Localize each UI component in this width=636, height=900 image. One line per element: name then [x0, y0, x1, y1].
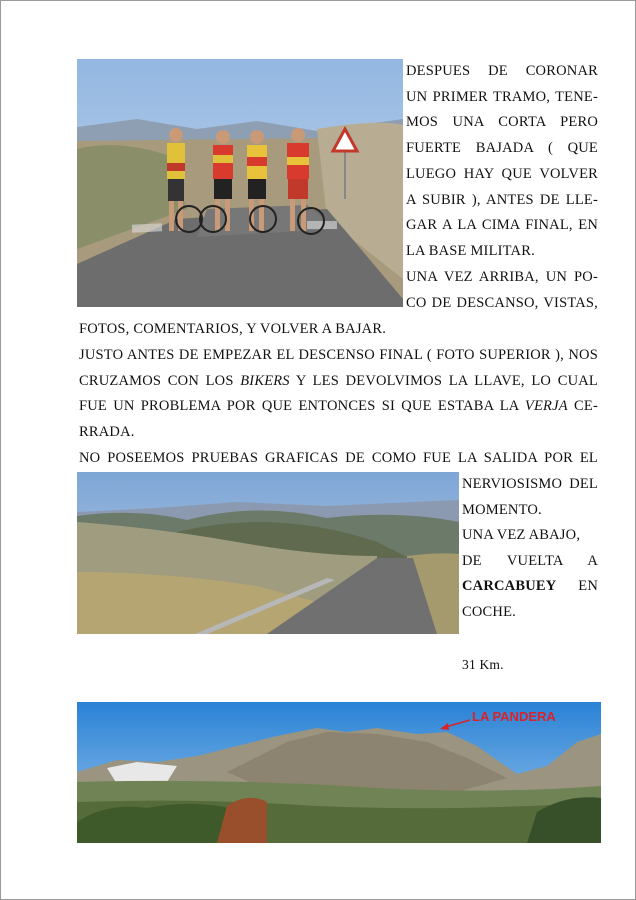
text-line: COCHE. [462, 604, 516, 621]
emphasis-verja: VERJA [524, 398, 568, 415]
paragraph-intro [406, 59, 598, 265]
distance-text: 31 Km. [462, 657, 504, 672]
panorama-label: LA PANDERA [472, 709, 556, 724]
text-line: DE VUELTA A [462, 552, 598, 569]
text-line: JUSTO ANTES DE EMPEZAR EL DESCENSO FINAL ( FOTO SUPERIOR ), NOS [79, 347, 598, 363]
text-span: CE- [567, 398, 598, 415]
paragraph-return [462, 523, 598, 627]
text-span: EN [578, 578, 598, 595]
text-line [79, 369, 598, 395]
text-span: CRUZAMOS CON LOS [79, 372, 241, 389]
paragraph-summit [406, 265, 598, 317]
text-line: MOMENTO. [462, 501, 542, 518]
panorama-photo [77, 702, 601, 843]
text-line: FUERTE BAJADA ( QUE [406, 140, 598, 157]
text-line: GAR A LA CIMA FINAL, EN [406, 217, 598, 234]
text-span: Y LES DEVOLVIMOS LA LLAVE, LO CUAL [289, 372, 598, 389]
text-line: A SUBIR ), ANTES DE LLE- [406, 191, 598, 208]
text-line: UNA VEZ ARRIBA, UN PO- [406, 269, 598, 285]
text-line: UN PRIMER TRAMO, TENE- [406, 88, 598, 105]
text-line: NERVIOSISMO DEL [462, 476, 598, 492]
text-line: UNA VEZ ABAJO, [462, 527, 581, 543]
text-line: NO POSEEMOS PRUEBAS GRAFICAS DE COMO FUE LA SALIDA POR EL [79, 450, 598, 466]
text-line [79, 394, 598, 420]
descent-road-photo [77, 472, 459, 634]
paragraph-no-photos-cont [462, 472, 598, 524]
text-line: LUEGO HAY QUE VOLVER [406, 165, 598, 182]
emphasis-bikers: BIKERS [240, 372, 290, 389]
paragraph-no-photos [79, 446, 598, 472]
text-line: FOTOS, COMENTARIOS, Y VOLVER A BAJAR. [79, 321, 387, 337]
text-line [462, 574, 598, 600]
text-span: FUE UN PROBLEMA POR QUE ENTONCES SI QUE ESTABA LA [79, 398, 525, 415]
place-name-carcabuey: CARCABUEY [462, 578, 557, 595]
text-line: LA BASE MILITAR. [406, 242, 535, 259]
text-line: DESPUES DE CORONAR [406, 63, 598, 79]
text-line: RRADA. [79, 424, 135, 441]
text-line: MOS UNA CORTA PERO [406, 114, 598, 131]
cyclists-photo [77, 59, 403, 307]
paragraph-descent [79, 343, 598, 447]
text-line: CO DE DESCANSO, VISTAS, [406, 294, 598, 311]
